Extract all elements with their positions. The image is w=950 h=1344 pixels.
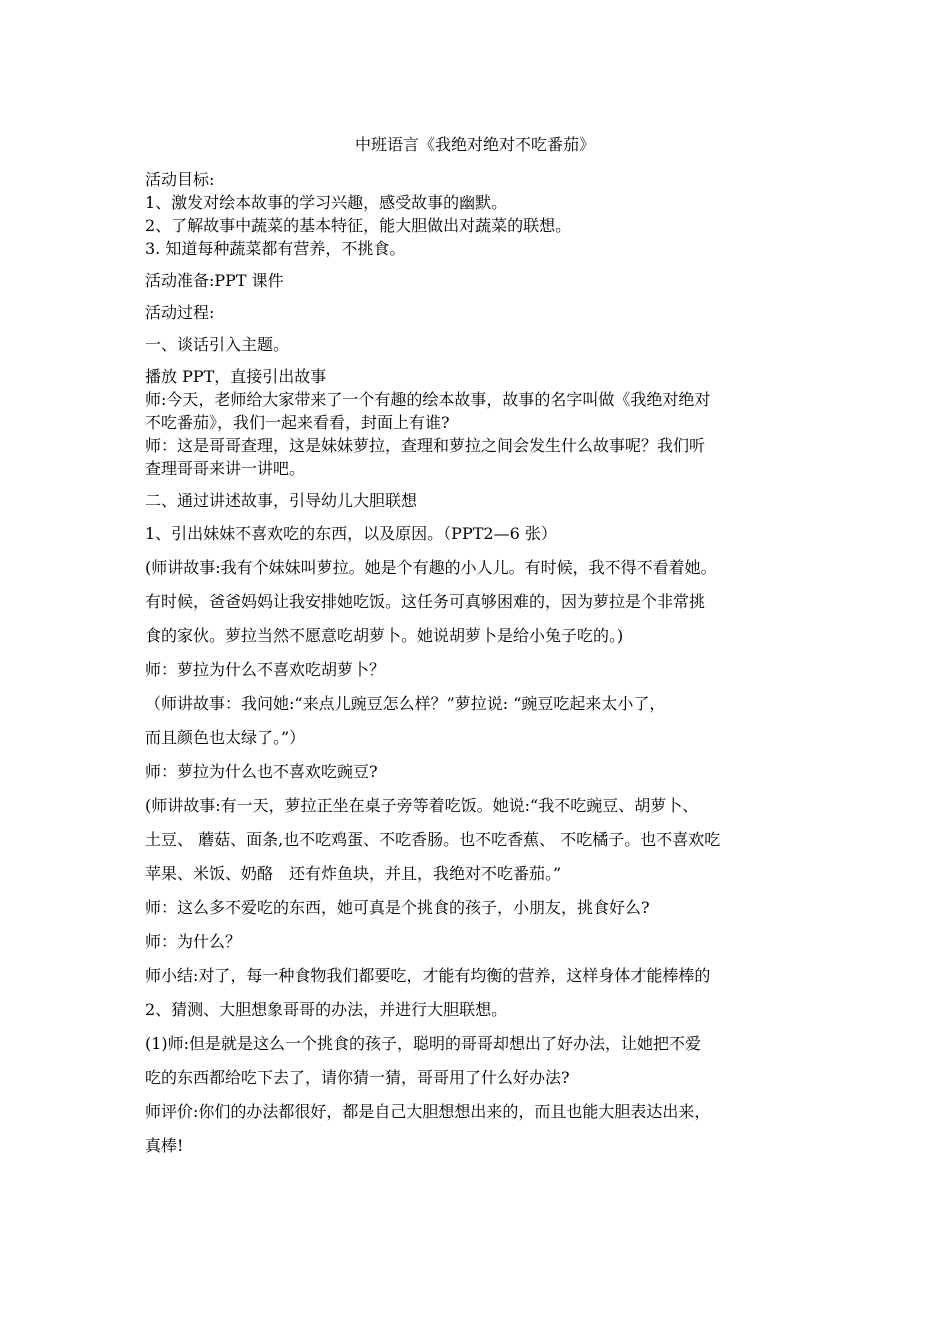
paragraph-line: 苹果、米饭、奶酪 还有炸鱼块，并且，我绝对不吃番茄。”: [145, 864, 562, 883]
document-body: [145, 168, 805, 1163]
goal-item: 2、了解故事中蔬菜的基本特征，能大胆做出对蔬菜的联想。: [145, 216, 572, 235]
paragraph-line: (师讲故事:我有个妹妹叫萝拉。她是个有趣的小人儿。有时候，我不得不看着她。: [145, 558, 717, 577]
paragraph-line: 播放 PPT，直接引出故事: [145, 367, 327, 386]
paragraph-line: 师:今天，老师给大家带来了一个有趣的绘本故事，故事的名字叫做《我绝对绝对: [145, 390, 711, 409]
paragraph-line: 师小结:对了，每一种食物我们都要吃，才能有均衡的营养，这样身体才能棒棒的: [145, 966, 711, 985]
goals-block: [145, 168, 805, 260]
paragraph-line: 不吃番茄》，我们一起来看看，封面上有谁?: [145, 413, 450, 432]
paragraph-line: 师评价:你们的办法都很好，都是自己大胆想想出来的，而且也能大胆表达出来，: [145, 1102, 711, 1121]
paragraph-line: 师：为什么？: [145, 932, 242, 951]
paragraph-line: 2、猜测、大胆想象哥哥的办法，并进行大胆联想。: [145, 1000, 508, 1019]
paragraph-line: 食的家伙。萝拉当然不愿意吃胡萝卜。她说胡萝卜是给小兔子吃的。): [145, 626, 624, 645]
process-heading: 活动过程:: [145, 303, 215, 322]
paragraph-line: 师：萝拉为什么不喜欢吃胡萝卜？: [145, 660, 386, 679]
preparation-line: 活动准备:PPT 课件: [145, 271, 284, 290]
paragraph-line: 吃的东西都给吃下去了，请你猜一猜，哥哥用了什么好办法?: [145, 1068, 570, 1087]
goal-item: 1、激发对绘本故事的学习兴趣，感受故事的幽默。: [145, 193, 508, 212]
paragraph-line: (1)师:但是就是这么一个挑食的孩子，聪明的哥哥却想出了好办法，让她把不爱: [145, 1034, 702, 1053]
paragraph-line: 查理哥哥来讲一讲吧。: [145, 459, 306, 478]
section-one-body: [145, 365, 805, 480]
goal-item: 3. 知道每种蔬菜都有营养，不挑食。: [145, 239, 406, 258]
goals-heading: 活动目标:: [145, 170, 215, 189]
paragraph-line: 真棒!: [145, 1136, 184, 1155]
paragraph-line: 师：这么多不爱吃的东西，她可真是个挑食的孩子，小朋友，挑食好么?: [145, 898, 650, 917]
section-two-body: [145, 517, 805, 1163]
section-two-heading: 二、通过讲述故事，引导幼儿大胆联想: [145, 491, 418, 510]
paragraph-line: 土豆、 蘑菇、面条,也不吃鸡蛋、不吃香肠。也不吃香蕉、 不吃橘子。也不喜欢吃: [145, 830, 721, 849]
paragraph-line: 而且颜色也太绿了。”）: [145, 728, 306, 747]
paragraph-line: （师讲故事：我问她:“来点儿豌豆怎么样？”萝拉说: “豌豆吃起来太小了，: [145, 694, 666, 713]
paragraph-line: 师：这是哥哥查理，这是妹妹萝拉，查理和萝拉之间会发生什么故事呢？我们听: [145, 436, 706, 455]
paragraph-line: 师：萝拉为什么也不喜欢吃豌豆?: [145, 762, 378, 781]
section-one-heading: 一、谈话引入主题。: [145, 335, 290, 354]
paragraph-line: 有时候，爸爸妈妈让我安排她吃饭。这任务可真够困难的，因为萝拉是个非常挑: [145, 592, 706, 611]
paragraph-line: (师讲故事:有一天，萝拉正坐在桌子旁等着吃饭。她说:“我不吃豌豆、胡萝卜、: [145, 796, 699, 815]
document-title: 中班语言《我绝对绝对不吃番茄》: [354, 135, 595, 154]
paragraph-line: 1、引出妹妹不喜欢吃的东西，以及原因。（PPT2—6 张）: [145, 524, 557, 543]
